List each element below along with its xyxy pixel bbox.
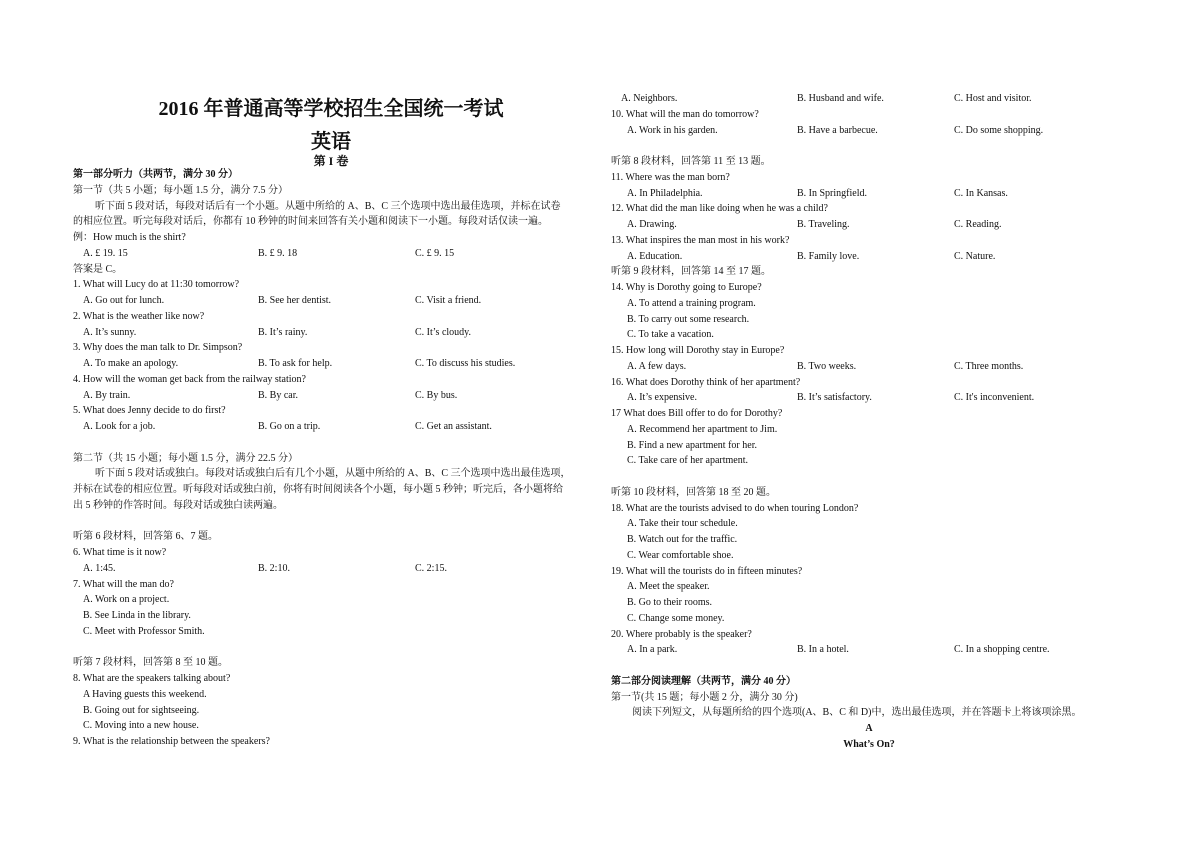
option-b: B. Go to their rooms. — [627, 597, 712, 608]
question-5: 5. What does Jenny decide to do first? — [73, 405, 226, 417]
option-b: B. To ask for help. — [258, 358, 333, 369]
material-6-intro: 听第 6 段材料，回答第 6、7 题。 — [73, 531, 218, 543]
option-b: B. See Linda in the library. — [83, 610, 191, 621]
question-13: 13. What inspires the man most in his work? — [611, 234, 790, 246]
option-a: A. Recommend her apartment to Jim. — [627, 423, 778, 435]
option-b: B. To carry out some research. — [627, 313, 750, 325]
question-4: 4. How will the woman get back from the railway station? — [73, 373, 306, 385]
part1-heading: 第一部分听力（共两节，满分 30 分） — [73, 169, 238, 180]
material-8-intro: 听第 8 段材料，回答第 11 至 13 题。 — [611, 156, 771, 167]
option-a: A. In a park. — [627, 644, 678, 656]
spacer — [611, 469, 1116, 485]
option-c: C. It's inconvenient. — [954, 392, 1035, 404]
option-c: C. Visit a friend. — [415, 295, 482, 306]
question-2: 2. What is the weather like now? — [73, 310, 205, 322]
option-a: A. Drawing. — [627, 219, 677, 230]
question-12-options — [611, 217, 1116, 233]
option-b: B. By car. — [258, 389, 298, 401]
option-a: A. Go out for lunch. — [83, 295, 165, 306]
option-a: A. Look for a job. — [83, 421, 156, 432]
option-b: B. Watch out for the traffic. — [627, 534, 738, 545]
question-20: 20. Where probably is the speaker? — [611, 628, 752, 640]
reading-section1-heading: 第一节(共 15 题；每小题 2 分，满分 30 分) — [611, 691, 798, 703]
option-c: C. Change some money. — [627, 612, 725, 624]
option-a: A. To attend a training program. — [627, 297, 756, 309]
option-b: B. Going out for sightseeing. — [83, 704, 200, 716]
option-c: C. Meet with Professor Smith. — [83, 625, 205, 637]
question-9: 9. What is the relationship between the speakers? — [73, 736, 270, 747]
option-a: A. 1:45. — [83, 562, 116, 574]
question-6-options — [73, 561, 595, 577]
example-question: 例：How much is the shirt? — [73, 232, 186, 243]
option-a: A. Neighbors. — [621, 93, 678, 104]
question-20-options — [611, 642, 1116, 658]
option-b: B. Go on a trip. — [258, 421, 321, 432]
section2-instructions-line: 并标在试卷的相应位置。听每段对话或独白前，你将有时间阅读各个小题，每小题 5 秒钟；听完后，各小题将给 — [73, 484, 563, 495]
question-7: 7. What will the man do? — [73, 578, 174, 590]
volume-label: 第 I 卷 — [313, 154, 349, 168]
option-b: B. In a hotel. — [797, 644, 849, 656]
option-a: A. £ 19. 15 — [83, 247, 128, 259]
option-b: B. See her dentist. — [258, 295, 332, 306]
option-b: B. Have a barbecue. — [797, 124, 878, 136]
spacer — [73, 640, 595, 656]
option-c: C. It’s cloudy. — [415, 326, 472, 338]
option-b: B. In Springfield. — [797, 187, 867, 199]
question-16: 16. What does Dorothy think of her apartment? — [611, 376, 801, 388]
option-c: C. Get an assistant. — [415, 421, 492, 432]
exam-title: 2016 年普通高等学校招生全国统一考试 — [158, 98, 504, 120]
reading-instructions: 阅读下列短文，从每题所给的四个选项(A、B、C 和 D)中，选出最佳选项，并在答题卡上将该项涂黑。 — [632, 707, 1082, 719]
option-a: A. Meet the speaker. — [627, 581, 710, 593]
material-7-intro: 听第 7 段材料，回答第 8 至 10 题。 — [73, 657, 228, 669]
option-c: C. 2:15. — [415, 562, 447, 574]
option-b: B. It’s satisfactory. — [797, 392, 872, 404]
option-a: A. To make an apology. — [83, 358, 179, 369]
question-9-options — [611, 91, 1116, 107]
question-10: 10. What will the man do tomorrow? — [611, 108, 759, 120]
option-c: C. £ 9. 15 — [415, 247, 455, 259]
option-c: C. Three months. — [954, 360, 1024, 372]
option-a: A. By train. — [83, 389, 131, 401]
option-c: C. Wear comfortable shoe. — [627, 549, 734, 561]
option-c: C. Nature. — [954, 250, 996, 262]
option-a: A. It’s expensive. — [627, 392, 697, 404]
option-a: A. A few days. — [627, 360, 687, 372]
option-c: C. Take care of her apartment. — [627, 455, 749, 467]
option-b: B. Husband and wife. — [797, 93, 884, 104]
question-1-options — [73, 293, 595, 309]
option-a: A Having guests this weekend. — [83, 688, 207, 700]
option-c: C. Moving into a new house. — [83, 720, 199, 732]
option-c: C. In a shopping centre. — [954, 644, 1050, 656]
question-19: 19. What will the tourists do in fifteen minutes? — [611, 565, 803, 577]
material-10-intro: 听第 10 段材料，回答第 18 至 20 题。 — [611, 486, 776, 498]
example-options — [73, 246, 595, 262]
option-b: B. Two weeks. — [797, 360, 857, 372]
option-b: B. Find a new apartment for her. — [627, 439, 757, 451]
question-16-options — [611, 390, 1116, 406]
question-15: 15. How long will Dorothy stay in Europe? — [611, 345, 785, 356]
option-b: B. It’s rainy. — [258, 326, 308, 338]
passage-label: A — [865, 723, 873, 734]
option-c: C. Do some shopping. — [954, 124, 1044, 136]
question-17: 17 What does Bill offer to do for Dorothy? — [611, 408, 783, 419]
option-a: A. Work on a project. — [83, 594, 170, 606]
question-11: 11. Where was the man born? — [611, 171, 730, 183]
option-c: C. Reading. — [954, 219, 1002, 230]
option-b: B. £ 9. 18 — [258, 247, 298, 259]
left-column — [73, 167, 595, 750]
example-answer: 答案是 C。 — [73, 263, 123, 275]
section2-instructions-line: 听下面 5 段对话或独白。每段对话或独白后有几个小题，从题中所给的 A、B、C 三个选项中选出最佳选项， — [95, 468, 571, 480]
option-a: A. Work in his garden. — [627, 124, 718, 136]
right-column — [611, 91, 1116, 753]
spacer — [73, 435, 595, 451]
section1-heading: 第一节（共 5 小题；每小题 1.5 分，满分 7.5 分） — [73, 184, 288, 196]
spacer — [611, 138, 1116, 154]
section2-heading: 第二节（共 15 小题；每小题 1.5 分，满分 22.5 分） — [73, 452, 298, 464]
option-a: A. Take their tour schedule. — [627, 518, 738, 530]
question-5-options — [73, 419, 595, 435]
question-18: 18. What are the tourists advised to do when touring London? — [611, 502, 859, 514]
question-11-options — [611, 186, 1116, 202]
question-10-options — [611, 123, 1116, 139]
question-14: 14. Why is Dorothy going to Europe? — [611, 282, 762, 293]
section2-instructions-line: 出 5 秒钟的作答时间。每段对话或独白读两遍。 — [73, 499, 283, 511]
option-b: B. 2:10. — [258, 562, 290, 574]
part2-heading: 第二部分阅读理解（共两节，满分 40 分） — [611, 675, 796, 687]
spacer — [611, 658, 1116, 674]
question-1: 1. What will Lucy do at 11:30 tomorrow? — [73, 279, 240, 291]
option-c: C. To discuss his studies. — [415, 358, 516, 369]
option-a: A. In Philadelphia. — [627, 187, 703, 199]
question-12: 12. What did the man like doing when he was a child? — [611, 203, 828, 215]
question-3-options — [73, 356, 595, 372]
spacer — [73, 514, 595, 530]
question-2-options — [73, 325, 595, 341]
passage-title: What’s On? — [843, 738, 895, 750]
question-4-options — [73, 388, 595, 404]
question-13-options — [611, 249, 1116, 265]
option-a: A. It’s sunny. — [83, 326, 137, 338]
question-15-options — [611, 359, 1116, 375]
question-6: 6. What time is it now? — [73, 547, 167, 558]
question-8: 8. What are the speakers talking about? — [73, 673, 231, 684]
option-c: C. Host and visitor. — [954, 93, 1032, 104]
subject-title: 英语 — [311, 131, 351, 153]
section1-instructions-line: 的相应位置。听完每段对话后，你都有 10 秒钟的时间来回答有关小题和阅读下一小题。每段对话仅读一遍。 — [73, 216, 548, 228]
option-b: B. Family love. — [797, 250, 860, 262]
material-9-intro: 听第 9 段材料，回答第 14 至 17 题。 — [611, 266, 771, 278]
question-3: 3. Why does the man talk to Dr. Simpson? — [73, 342, 243, 354]
section1-instructions-line: 听下面 5 段对话，每段对话后有一个小题。从题中所给的 A、B、C 三个选项中选出最佳选项，并标在试卷 — [95, 200, 561, 212]
option-c: C. To take a vacation. — [627, 329, 714, 341]
option-c: C. By bus. — [415, 389, 458, 401]
option-a: A. Education. — [627, 250, 683, 262]
option-b: B. Traveling. — [797, 219, 850, 230]
option-c: C. In Kansas. — [954, 187, 1008, 199]
